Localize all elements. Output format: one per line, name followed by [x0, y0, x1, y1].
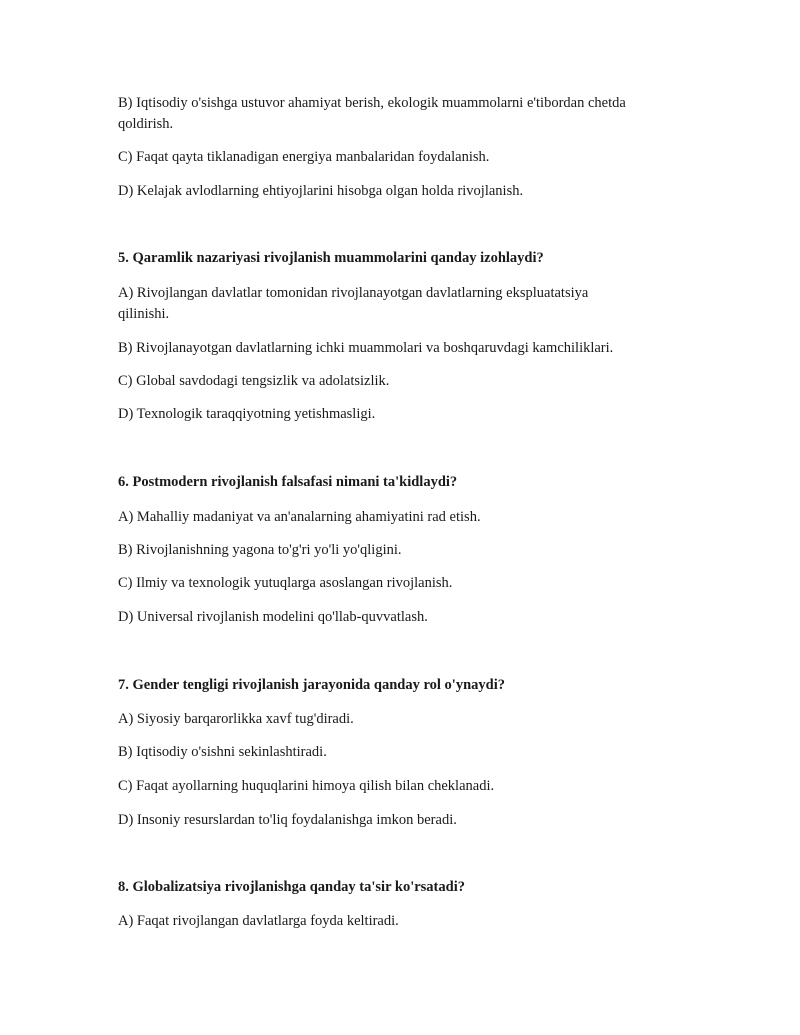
question-title: 7. Gender tengligi rivojlanish jarayonida qanday rol o'ynaydi?: [118, 677, 505, 693]
option-line: qoldirish.: [118, 116, 174, 132]
option-line: C) Global savdodagi tengsizlik va adolatsizlik.: [118, 373, 390, 389]
option-line: A) Faqat rivojlangan davlatlarga foyda keltiradi.: [118, 913, 399, 929]
option-line: B) Iqtisodiy o'sishni sekinlashtiradi.: [118, 744, 327, 760]
option-line: D) Kelajak avlodlarning ehtiyojlarini hisobga olgan holda rivojlanish.: [118, 183, 524, 199]
option-line: D) Insoniy resurslardan to'liq foydalanishga imkon beradi.: [118, 812, 457, 828]
question-title: 5. Qaramlik nazariyasi rivojlanish muammolarini qanday izohlaydi?: [118, 250, 544, 266]
option-line: D) Universal rivojlanish modelini qo'llab-quvvatlash.: [118, 609, 428, 625]
option-line: A) Siyosiy barqarorlikka xavf tug'diradi.: [118, 711, 354, 727]
question-title: 6. Postmodern rivojlanish falsafasi nimani ta'kidlaydi?: [118, 474, 458, 490]
option-line: C) Faqat ayollarning huquqlarini himoya qilish bilan cheklanadi.: [118, 778, 495, 794]
option-line: B) Iqtisodiy o'sishga ustuvor ahamiyat berish, ekologik muammolarni e'tibordan chetda: [118, 95, 626, 111]
option-line: C) Faqat qayta tiklanadigan energiya manbalaridan foydalanish.: [118, 149, 490, 165]
option-line: D) Texnologik taraqqiyotning yetishmasligi.: [118, 406, 376, 422]
option-line: A) Rivojlangan davlatlar tomonidan rivojlanayotgan davlatlarning ekspluatatsiya: [118, 285, 589, 301]
option-line: C) Ilmiy va texnologik yutuqlarga asoslangan rivojlanish.: [118, 575, 453, 591]
option-line: A) Mahalliy madaniyat va an'analarning ahamiyatini rad etish.: [118, 509, 481, 525]
option-line: B) Rivojlanishning yagona to'g'ri yo'li yo'qligini.: [118, 542, 402, 558]
option-line: B) Rivojlanayotgan davlatlarning ichki muammolari va boshqaruvdagi kamchiliklari.: [118, 340, 614, 356]
option-line: qilinishi.: [118, 306, 170, 322]
question-title: 8. Globalizatsiya rivojlanishga qanday ta'sir ko'rsatadi?: [118, 879, 465, 895]
